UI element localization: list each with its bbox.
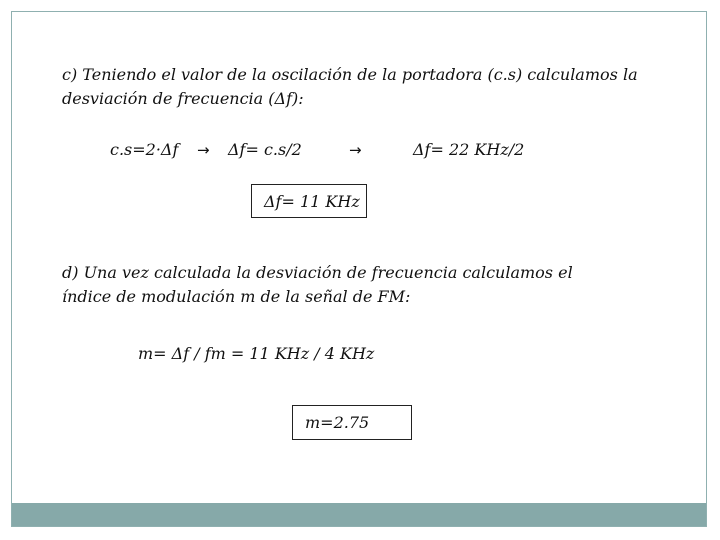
- arrow-icon: →: [197, 141, 210, 159]
- result-box-c: [251, 184, 367, 218]
- equation-modulation-index: m= Δf / fm = 11 KHz / 4 KHz: [138, 344, 375, 363]
- result-c-text: Δf= 11 KHz: [264, 192, 360, 211]
- section-c-line1: c) Teniendo el valor de la oscilación de la portadora (c.s) calculamos la: [62, 65, 638, 84]
- arrow-icon: →: [349, 141, 362, 159]
- equation-delta-f-value: Δf= 22 KHz/2: [413, 140, 525, 159]
- bottom-bar: [12, 503, 706, 526]
- section-d-line2: índice de modulación m de la señal de FM:: [62, 287, 411, 306]
- equation-cs: c.s=2·Δf: [110, 140, 179, 159]
- equation-delta-f: Δf= c.s/2: [228, 140, 302, 159]
- section-d-line1: d) Una vez calculada la desviación de frecuencia calculamos el: [62, 263, 573, 282]
- result-d-text: m=2.75: [305, 413, 370, 432]
- section-c-line2: desviación de frecuencia (Δf):: [62, 89, 304, 108]
- result-box-d: [292, 405, 412, 440]
